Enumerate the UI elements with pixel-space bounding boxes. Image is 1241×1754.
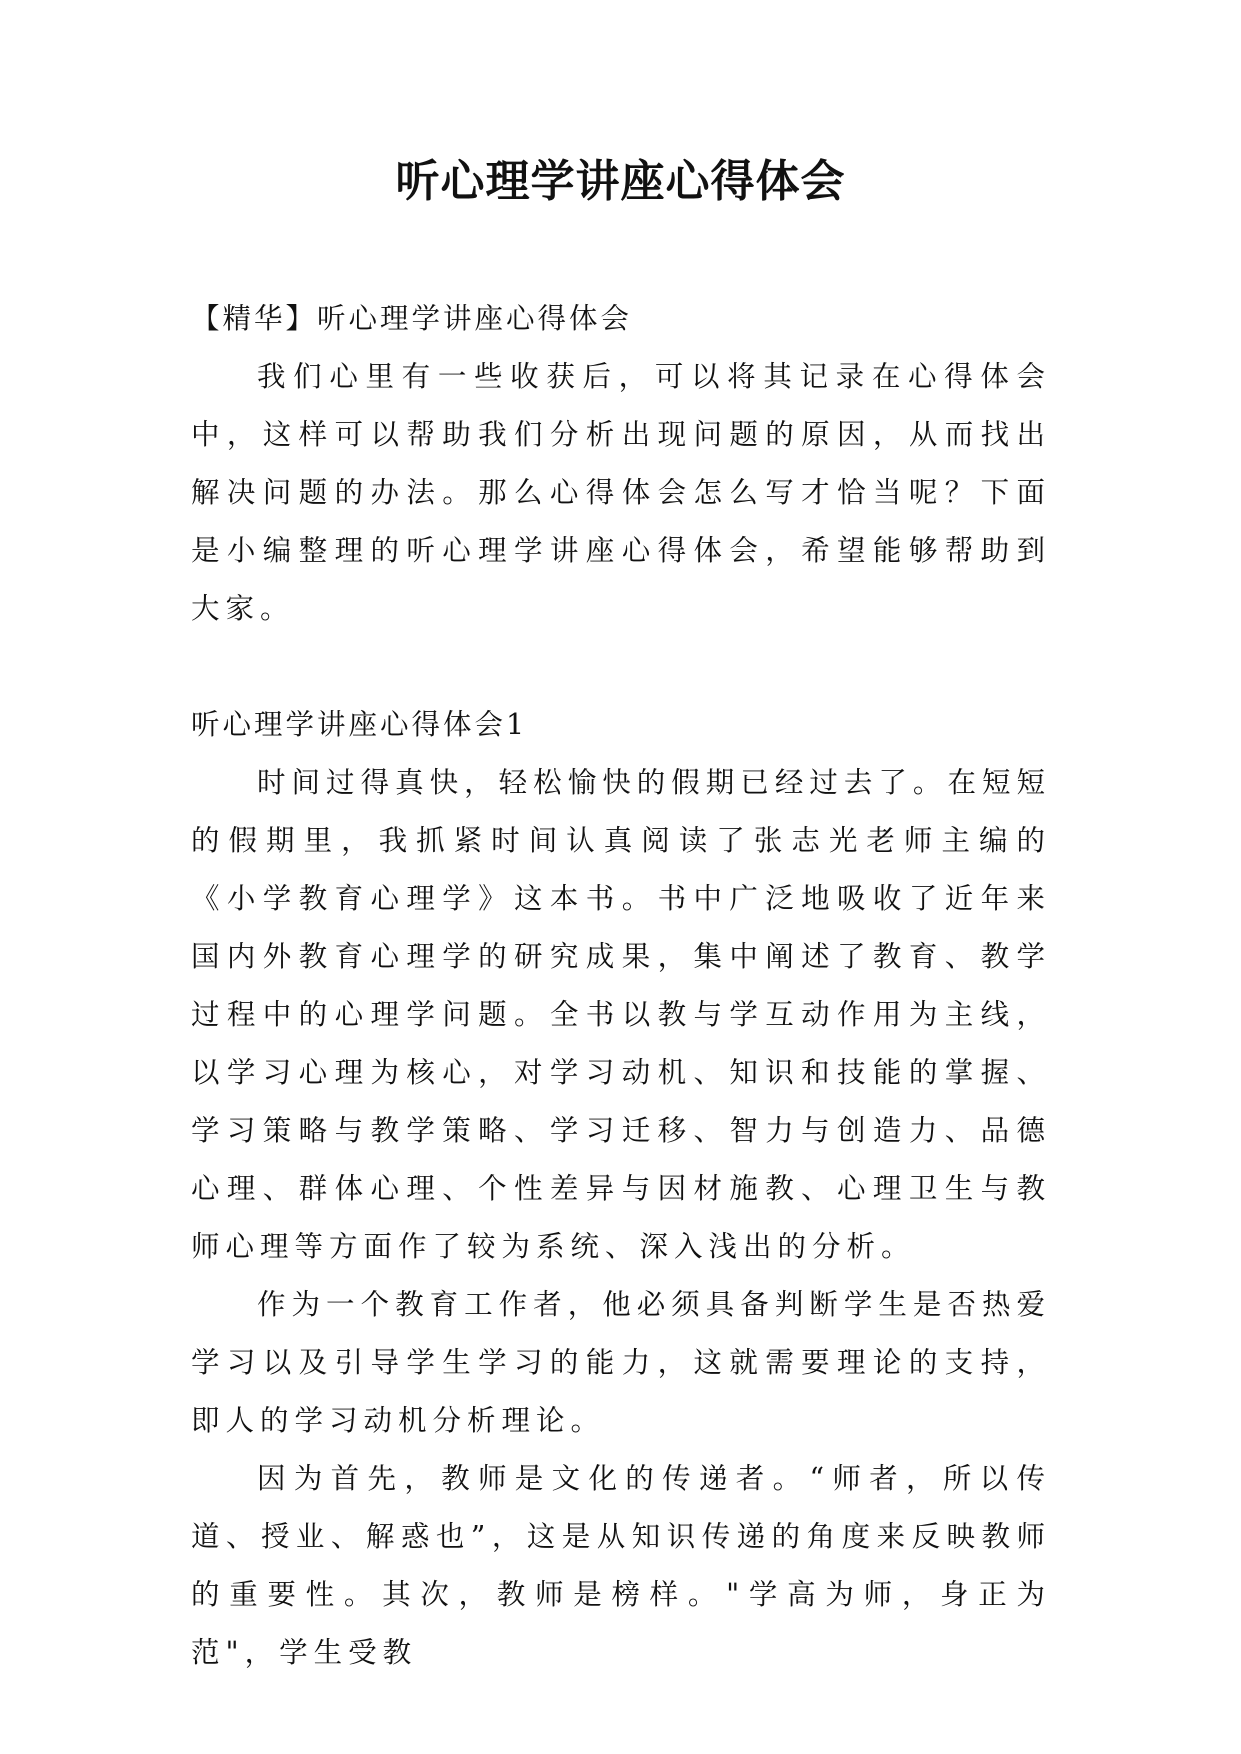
- body-paragraph: 作为一个教育工作者，他必须具备判断学生是否热爱学习以及引导学生学习的能力，这就需要理论的支持，即人的学习动机分析理论。: [191, 1288, 1051, 1437]
- document-subtitle: 【精华】听心理学讲座心得体会: [191, 302, 633, 335]
- section-heading: 听心理学讲座心得体会1: [191, 708, 528, 741]
- section-spacer: [191, 638, 1051, 696]
- document-title: 听心理学讲座心得体会: [395, 156, 846, 207]
- intro-paragraph: 我们心里有一些收获后，可以将其记录在心得体会中，这样可以帮助我们分析出现问题的原因，从而找出解决问题的办法。那么心得体会怎么写才恰当呢？下面是小编整理的听心理学讲座心得体会，希望能够帮助到大家。: [191, 360, 1051, 625]
- document-body: [191, 290, 1051, 1682]
- body-paragraph: 因为首先，教师是文化的传递者。“师者，所以传道、授业、解惑也”，这是从知识传递的角度来反映教师的重要性。其次，教师是榜样。"学高为师，身正为范"，学生受教: [191, 1462, 1051, 1669]
- body-paragraph: 时间过得真快，轻松愉快的假期已经过去了。在短短的假期里，我抓紧时间认真阅读了张志光老师主编的《小学教育心理学》这本书。书中广泛地吸收了近年来国内外教育心理学的研究成果，集中阐述了教育、教学过程中的心理学问题。全书以教与学互动作用为主线，以学习心理为核心，对学习动机、知识和技能的掌握、学习策略与教学策略、学习迁移、智力与创造力、品德心理、群体心理、个性差异与因材施教、心理卫生与教师心理等方面作了较为系统、深入浅出的分析。: [191, 766, 1051, 1263]
